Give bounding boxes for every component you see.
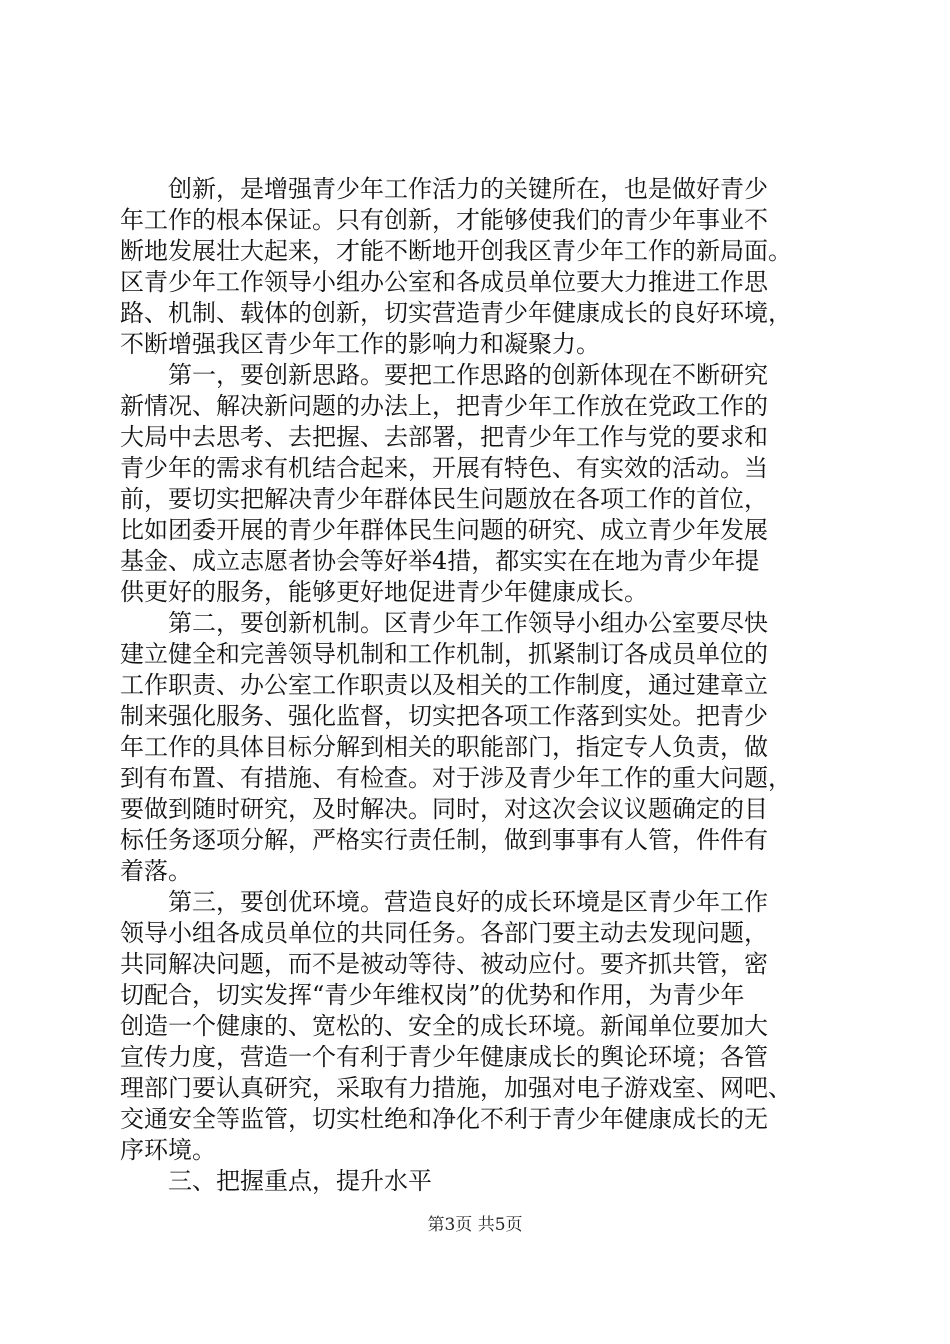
text-line: 要做到随时研究，及时解决。同时，对这次会议议题确定的目 [120, 795, 768, 823]
text-line: 第二，要创新机制。区青少年工作领导小组办公室要尽快 [120, 609, 768, 637]
text-line: 比如团委开展的青少年群体民生问题的研究、成立青少年发展 [120, 516, 768, 544]
text-line: 青少年的需求有机结合起来，开展有特色、有实效的活动。当 [120, 454, 768, 482]
text-line: 不断增强我区青少年工作的影响力和凝聚力。 [120, 330, 600, 358]
text-line: 理部门要认真研究，采取有力措施，加强对电子游戏室、网吧、 [120, 1074, 792, 1102]
text-line: 切配合，切实发挥“青少年维权岗”的优势和作用，为青少年 [120, 981, 745, 1009]
text-line: 前，要切实把解决青少年群体民生问题放在各项工作的首位， [120, 485, 768, 513]
text-line: 着落。 [120, 857, 192, 885]
text-line: 宣传力度，营造一个有利于青少年健康成长的舆论环境；各管 [120, 1043, 768, 1071]
text-line: 供更好的服务，能够更好地促进青少年健康成长。 [120, 578, 648, 606]
text-line: 交通安全等监管，切实杜绝和净化不利于青少年健康成长的无 [120, 1105, 768, 1133]
text-line: 年工作的根本保证。只有创新，才能够使我们的青少年事业不 [120, 206, 768, 234]
text-line: 区青少年工作领导小组办公室和各成员单位要大力推进工作思 [120, 268, 768, 296]
text-line: 建立健全和完善领导机制和工作机制，抓紧制订各成员单位的 [120, 640, 768, 668]
text-line: 序环境。 [120, 1136, 216, 1164]
page-number-footer: 第3页 共5页 [427, 1215, 523, 1235]
text-line: 大局中去思考、去把握、去部署，把青少年工作与党的要求和 [120, 423, 768, 451]
text-line: 第一，要创新思路。要把工作思路的创新体现在不断研究 [120, 361, 768, 389]
text-line: 年工作的具体目标分解到相关的职能部门，指定专人负责，做 [120, 733, 768, 761]
text-line: 路、机制、载体的创新，切实营造青少年健康成长的良好环境， [120, 299, 792, 327]
body-text [120, 174, 840, 1197]
text-line: 工作职责、办公室工作职责以及相关的工作制度，通过建章立 [120, 671, 768, 699]
text-line: 创新，是增强青少年工作活力的关键所在，也是做好青少 [120, 175, 768, 203]
text-line: 第三，要创优环境。营造良好的成长环境是区青少年工作 [120, 888, 768, 916]
text-line: 领导小组各成员单位的共同任务。各部门要主动去发现问题， [120, 919, 768, 947]
section-heading: 三、把握重点，提升水平 [120, 1167, 432, 1195]
text-line: 新情况、解决新问题的办法上，把青少年工作放在党政工作的 [120, 392, 768, 420]
text-line: 基金、成立志愿者协会等好举4措，都实实在在地为青少年提 [120, 547, 760, 575]
text-line: 到有布置、有措施、有检查。对于涉及青少年工作的重大问题， [120, 764, 792, 792]
text-line: 断地发展壮大起来，才能不断地开创我区青少年工作的新局面。 [120, 237, 792, 265]
text-line: 共同解决问题，而不是被动等待、被动应付。要齐抓共管，密 [120, 950, 768, 978]
text-line: 标任务逐项分解，严格实行责任制，做到事事有人管，件件有 [120, 826, 768, 854]
text-line: 创造一个健康的、宽松的、安全的成长环境。新闻单位要加大 [120, 1012, 768, 1040]
text-line: 制来强化服务、强化监督，切实把各项工作落到实处。把青少 [120, 702, 768, 730]
